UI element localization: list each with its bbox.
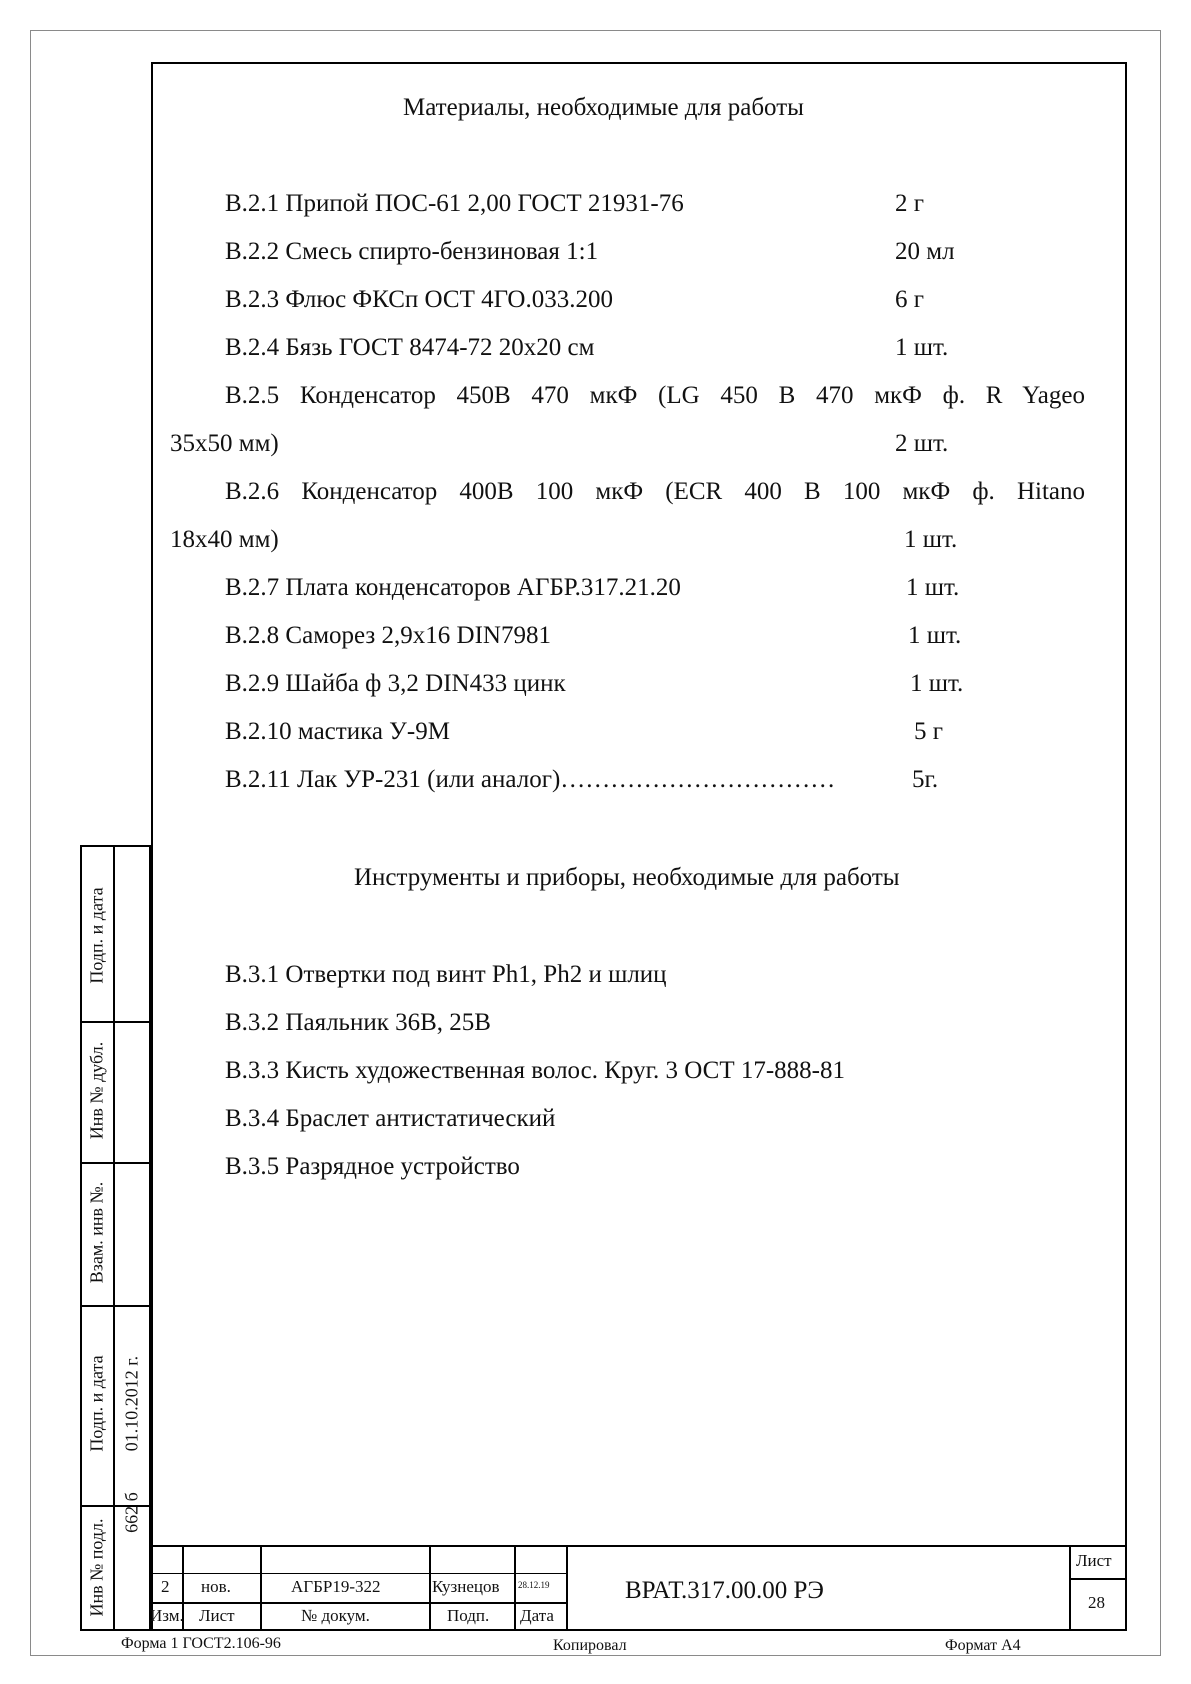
tb-list-value: нов. (201, 1577, 231, 1596)
material-item-3: В.2.3 Флюс ФКСп ОСТ 4ГО.033.200 (225, 286, 613, 313)
side-value-date: 01.10.2012 г. (121, 1355, 142, 1452)
tb-izm-value: 2 (161, 1577, 170, 1596)
tb-designation: ВРАТ.317.00.00 РЭ (625, 1577, 824, 1604)
tb-doc-value: АГБР19-322 (291, 1577, 381, 1596)
side-stamp (80, 845, 151, 1631)
material-item-6-cont: 18х40 мм) (170, 526, 279, 553)
material-item-1: В.2.1 Припой ПОС-61 2,00 ГОСТ 21931-76 (225, 190, 684, 217)
tb-date-label: Дата (520, 1606, 554, 1625)
tb-sheet-label: Лист (1076, 1551, 1112, 1570)
side-label-podp-data-2: Подп. и дата (86, 1355, 107, 1452)
material-item-10: В.2.10 мастика У-9М (225, 718, 450, 745)
side-label-inv-podl: Инв № подл. (86, 1518, 107, 1617)
tb-doc-label: № докум. (301, 1606, 370, 1625)
side-stamp-divider (113, 847, 115, 1629)
material-qty-11: 5г. (912, 766, 939, 793)
tb-date-value: 28.12.19 (518, 1580, 550, 1590)
tb-podp-value: Кузнецов (432, 1577, 500, 1596)
tool-item-1: В.3.1 Отвертки под винт Ph1, Ph2 и шлиц (225, 961, 667, 988)
side-stamp-row-line (82, 1021, 149, 1023)
material-item-7: В.2.7 Плата конденсаторов АГБР.317.21.20 (225, 574, 681, 601)
material-qty-8: 1 шт. (908, 622, 962, 649)
side-stamp-row-line (82, 1305, 149, 1307)
tb-list-label: Лист (199, 1606, 235, 1625)
material-qty-6: 1 шт. (904, 526, 958, 553)
footer-format: Формат А4 (945, 1637, 1021, 1654)
tool-item-5: В.3.5 Разрядное устройство (225, 1153, 520, 1180)
materials-heading: Материалы, необходимые для работы (403, 94, 804, 121)
footer-form: Форма 1 ГОСТ2.106-96 (121, 1635, 281, 1652)
tool-item-4: В.3.4 Браслет антистатический (225, 1105, 556, 1132)
tools-heading: Инструменты и приборы, необходимые для работы (354, 864, 900, 891)
material-qty-7: 1 шт. (906, 574, 960, 601)
footer-copied: Копировал (553, 1637, 627, 1654)
tb-sheet-number: 28 (1088, 1593, 1105, 1612)
material-item-4: В.2.4 Бязь ГОСТ 8474-72 20х20 см (225, 334, 595, 361)
material-item-8: В.2.8 Саморез 2,9х16 DIN7981 (225, 622, 551, 649)
tool-item-3: В.3.3 Кисть художественная волос. Круг. 3 ОСТ 17-888-81 (225, 1057, 845, 1084)
material-qty-4: 1 шт. (895, 334, 949, 361)
side-label-inv-dubl: Инв № дубл. (86, 1041, 107, 1140)
title-block (151, 1545, 1127, 1631)
material-item-5: В.2.5 Конденсатор 450В 470 мкФ (LG 450 В 470 мкФ ф. R Yageo (225, 382, 1085, 409)
material-qty-5: 2 шт. (895, 430, 949, 457)
material-item-6: В.2.6 Конденсатор 400В 100 мкФ (ECR 400 В 100 мкФ ф. Hitano (225, 478, 1085, 505)
side-label-vzam-inv: Взам. инв №. (86, 1181, 107, 1284)
material-qty-9: 1 шт. (910, 670, 964, 697)
material-qty-1: 2 г (895, 190, 925, 217)
side-value-inv-podl: 662 б (121, 1492, 142, 1533)
material-qty-2: 20 мл (895, 238, 955, 265)
material-item-2: В.2.2 Смесь спирто-бензиновая 1:1 (225, 238, 599, 265)
tool-item-2: В.3.2 Паяльник 36В, 25В (225, 1009, 491, 1036)
material-qty-10: 5 г (914, 718, 944, 745)
tb-podp-label: Подп. (447, 1606, 490, 1625)
material-item-9: В.2.9 Шайба ф 3,2 DIN433 цинк (225, 670, 566, 697)
tb-izm-label: Изм. (150, 1606, 184, 1625)
side-stamp-row-line (82, 1162, 149, 1164)
material-qty-3: 6 г (895, 286, 925, 313)
material-item-11: В.2.11 Лак УР-231 (или аналог)…………………………… (225, 766, 836, 793)
material-item-5-cont: 35х50 мм) (170, 430, 279, 457)
side-label-podp-data-1: Подп. и дата (86, 887, 107, 984)
